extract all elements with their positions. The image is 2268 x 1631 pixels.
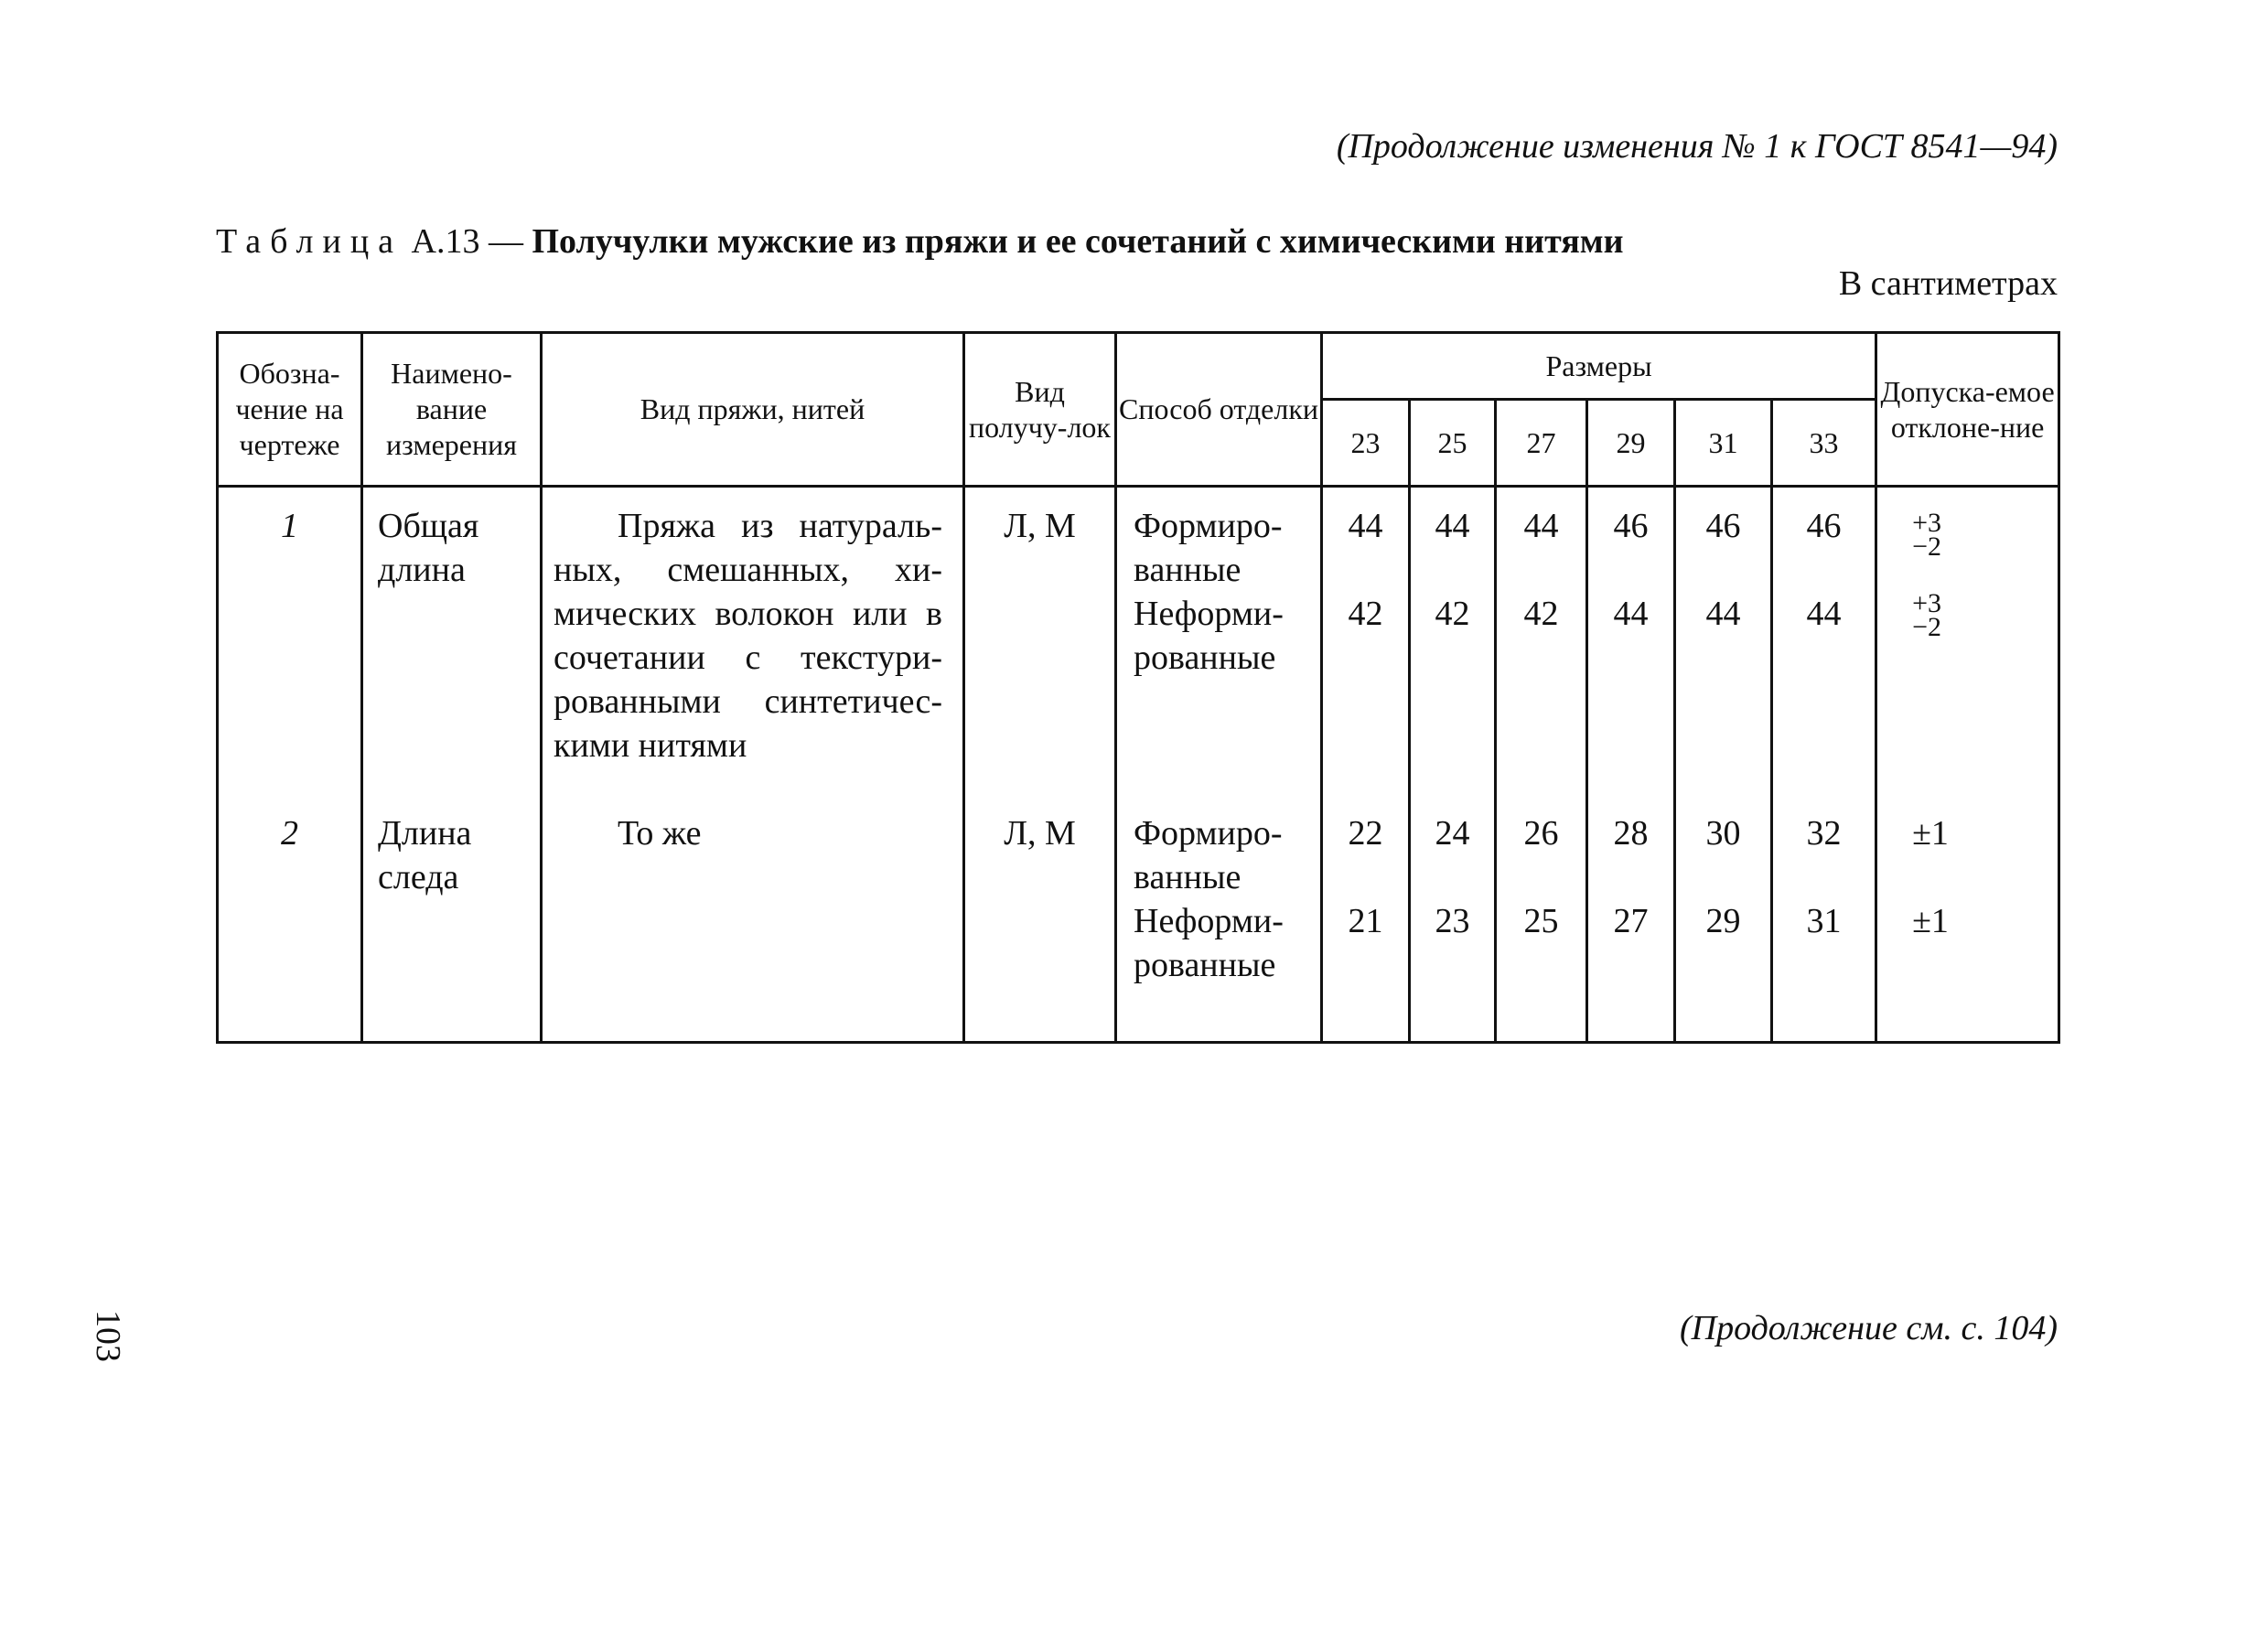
units-note: В сантиметрах [1838,264,2058,303]
caption-prefix: Таблица [216,222,403,261]
header-finish: Способ отделки [1116,333,1322,487]
row1-l2-tolerance [1912,588,1941,642]
row2-l1-v31: 30 [1705,814,1741,853]
row2-finish [1116,811,1322,987]
row2-yarn: То же [542,811,964,987]
row1-size-27 [1496,487,1587,768]
header-size-33: 33 [1772,400,1876,487]
row1-l2-v31: 44 [1705,595,1741,633]
row2-l2-v23: 21 [1348,902,1383,940]
row2-size-29 [1587,811,1675,987]
row2-kind: Л, М [964,811,1116,987]
row1-l2-v33: 44 [1806,595,1842,633]
row2-designation: 2 [218,811,362,987]
row1-size-29 [1587,487,1675,768]
row2-size-23 [1322,811,1410,987]
row2-l2-v33: 31 [1806,902,1842,940]
caption-title: Получулки мужские из пряжи и ее сочетаний с химическими нитями [532,222,1624,261]
continuation-header: (Продолжение изменения № 1 к ГОСТ 8541—94) [1336,127,2058,166]
row2-finish-2: Неформи-рованные [1134,902,1284,984]
row2-l1-v25: 24 [1435,814,1470,853]
caption-number: А.13 — [411,222,523,261]
row2-l1-v27: 26 [1523,814,1559,853]
sizes-table [216,331,2060,1044]
row1-l2-v23: 42 [1348,595,1383,633]
table-row [218,811,2059,987]
row1-l2-tol-plus: +3 [1912,588,1941,618]
header-size-27: 27 [1496,400,1587,487]
row1-l1-tol-plus: +3 [1912,508,1941,538]
row1-finish-1: Формиро-ванные [1134,507,1283,589]
row1-l1-v27: 44 [1523,507,1559,545]
row1-size-23 [1322,487,1410,768]
row1-size-25 [1410,487,1496,768]
row1-yarn: Пряжа из натураль-ных, смешанных, хи-мических волокон или в сочетании с текстури-рованными синтетичес-кими нитями [542,487,964,768]
row2-l2-v31: 29 [1705,902,1741,940]
row2-l2-v27: 25 [1523,902,1559,940]
row2-finish-1: Формиро-ванные [1134,814,1283,896]
row2-l2-v25: 23 [1435,902,1470,940]
row1-l2-v27: 42 [1523,595,1559,633]
row1-tolerance [1876,487,2059,768]
row2-l1-tolerance: ±1 [1912,814,1949,853]
header-size-29: 29 [1587,400,1675,487]
row1-measurement: Общая длина [362,487,542,768]
row2-size-27 [1496,811,1587,987]
header-size-23: 23 [1322,400,1410,487]
row1-l1-v29: 46 [1613,507,1649,545]
row1-size-31 [1675,487,1772,768]
row1-l1-tolerance [1912,508,1941,562]
row1-kind: Л, М [964,487,1116,768]
row2-tolerance [1876,811,2059,987]
row1-l2-tol-minus: −2 [1912,612,1941,642]
row2-l1-v33: 32 [1806,814,1842,853]
continuation-footer: (Продолжение см. с. 104) [1679,1309,2058,1347]
row1-finish [1116,487,1322,768]
row2-l2-v29: 27 [1613,902,1649,940]
header-kind: Вид получу-лок [964,333,1116,487]
row1-l2-v25: 42 [1435,595,1470,633]
row2-l1-v29: 28 [1613,814,1649,853]
row-spacer [218,987,2059,1042]
header-yarn: Вид пряжи, нитей [542,333,964,487]
row1-designation: 1 [218,487,362,768]
page-number: 103 [89,1310,127,1362]
header-size-25: 25 [1410,400,1496,487]
row2-size-25 [1410,811,1496,987]
row1-l1-v23: 44 [1348,507,1383,545]
row1-l1-v33: 46 [1806,507,1842,545]
row1-l2-v29: 44 [1613,595,1649,633]
row1-l1-v25: 44 [1435,507,1470,545]
header-size-31: 31 [1675,400,1772,487]
row-spacer [218,767,2059,811]
row1-l1-v31: 46 [1705,507,1741,545]
header-measurement: Наимено-вание измерения [362,333,542,487]
header-sizes: Размеры [1322,333,1876,400]
row2-l2-tolerance: ±1 [1912,902,1949,940]
row2-size-31 [1675,811,1772,987]
header-tolerance: Допуска-емое отклоне-ние [1876,333,2059,487]
row1-l1-tol-minus: −2 [1912,531,1941,562]
row1-size-33 [1772,487,1876,768]
row1-finish-2: Неформи-рованные [1134,595,1284,677]
table-caption [216,221,1624,262]
header-designation: Обозна-чение на чертеже [218,333,362,487]
table-row [218,487,2059,768]
row2-size-33 [1772,811,1876,987]
row2-l1-v23: 22 [1348,814,1383,853]
row2-measurement: Длина следа [362,811,542,987]
